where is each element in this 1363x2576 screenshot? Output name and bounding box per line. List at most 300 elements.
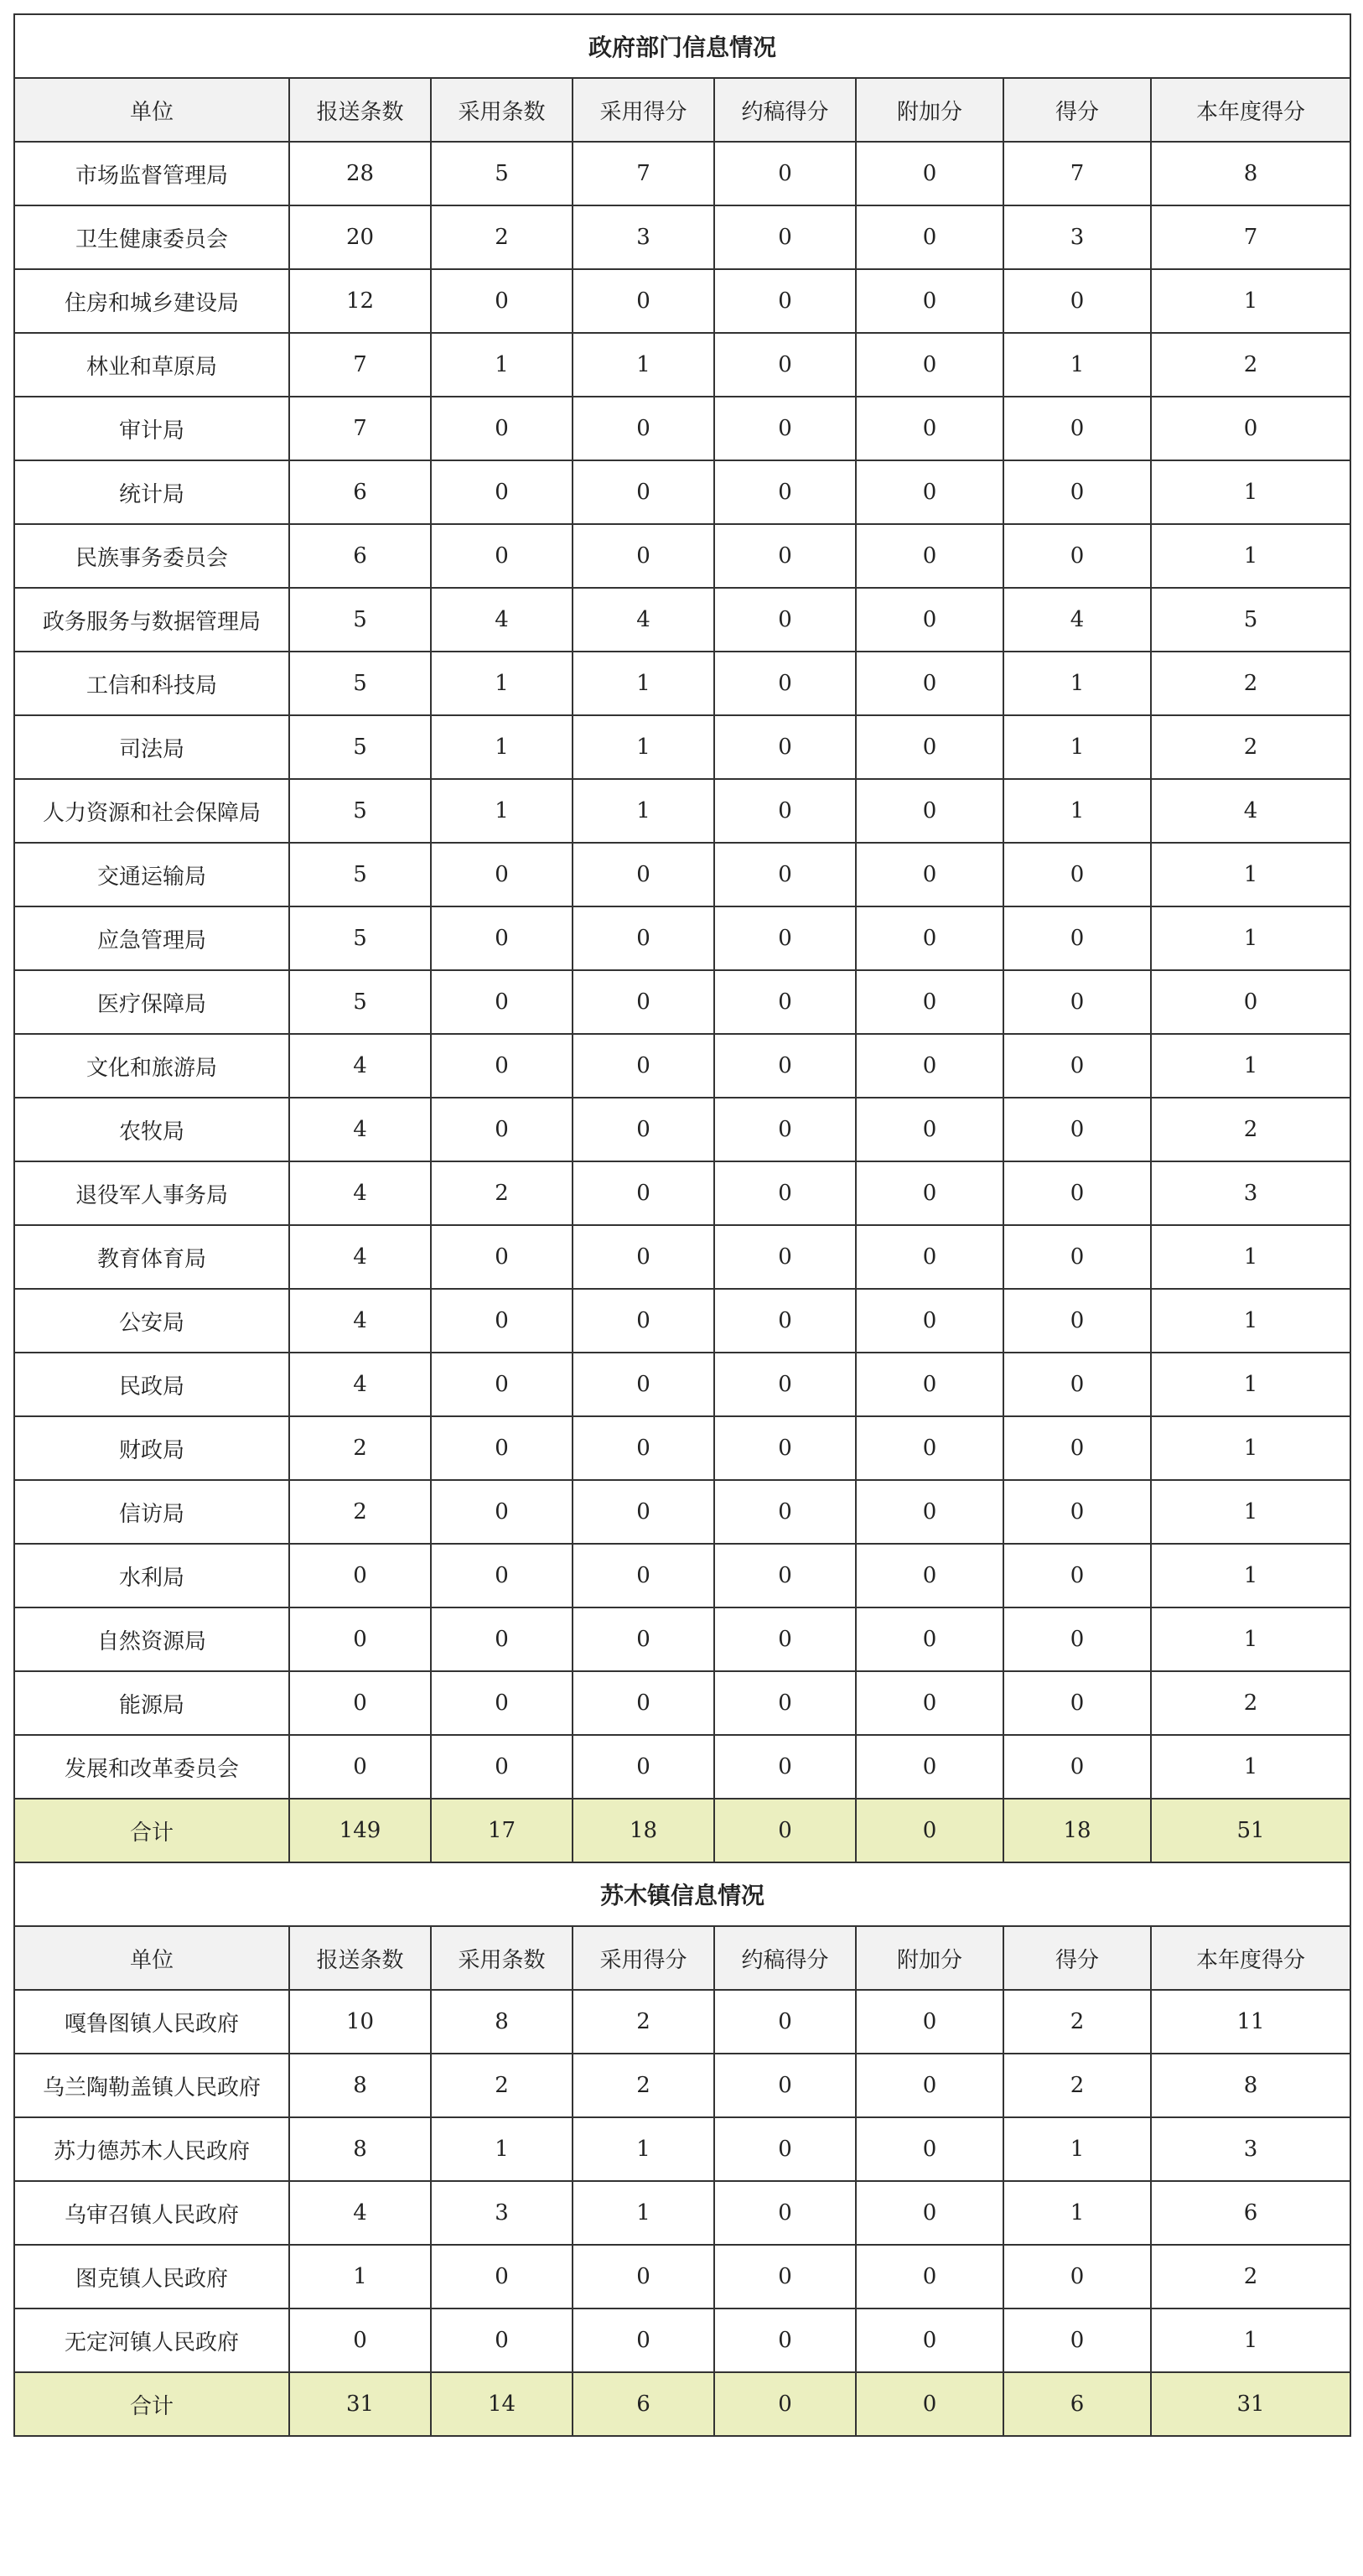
total-value-cell: 0	[856, 2372, 1003, 2436]
value-cell: 0	[289, 1671, 431, 1735]
unit-name-cell: 信访局	[14, 1480, 289, 1544]
unit-name-cell: 能源局	[14, 1671, 289, 1735]
value-cell: 0	[431, 1289, 573, 1353]
unit-name-cell: 林业和草原局	[14, 333, 289, 397]
unit-name-cell: 卫生健康委员会	[14, 205, 289, 269]
value-cell: 0	[573, 1607, 714, 1671]
gov-departments-header-row	[14, 78, 1350, 142]
value-cell: 0	[1003, 1289, 1151, 1353]
value-cell: 0	[431, 1607, 573, 1671]
sumu-towns-section-title: 苏木镇信息情况	[14, 1862, 1350, 1926]
value-cell: 0	[1003, 460, 1151, 524]
table-row	[14, 1034, 1350, 1098]
value-cell: 4	[289, 2181, 431, 2245]
value-cell: 0	[714, 1990, 856, 2054]
value-cell: 0	[856, 715, 1003, 779]
column-header: 得分	[1003, 1926, 1151, 1990]
value-cell: 0	[714, 1161, 856, 1225]
value-cell: 5	[431, 142, 573, 205]
unit-name-cell: 农牧局	[14, 1098, 289, 1161]
value-cell: 1	[1151, 460, 1350, 524]
value-cell: 2	[1003, 2054, 1151, 2117]
table-row	[14, 779, 1350, 843]
table-row	[14, 524, 1350, 588]
value-cell: 0	[1003, 1671, 1151, 1735]
table-row	[14, 588, 1350, 652]
value-cell: 0	[573, 1480, 714, 1544]
value-cell: 11	[1151, 1990, 1350, 2054]
value-cell: 0	[714, 779, 856, 843]
total-value-cell: 18	[573, 1799, 714, 1862]
total-value-cell: 149	[289, 1799, 431, 1862]
value-cell: 0	[431, 970, 573, 1034]
value-cell: 0	[856, 652, 1003, 715]
unit-name-cell: 市场监督管理局	[14, 142, 289, 205]
table-row	[14, 715, 1350, 779]
unit-name-cell: 审计局	[14, 397, 289, 460]
value-cell: 8	[289, 2117, 431, 2181]
value-cell: 2	[1151, 2245, 1350, 2309]
value-cell: 2	[573, 2054, 714, 2117]
table-row	[14, 1671, 1350, 1735]
total-value-cell: 6	[573, 2372, 714, 2436]
sumu-towns-header-row	[14, 1926, 1350, 1990]
total-label-cell: 合计	[14, 2372, 289, 2436]
value-cell: 0	[1151, 397, 1350, 460]
value-cell: 1	[431, 2117, 573, 2181]
value-cell: 2	[573, 1990, 714, 2054]
value-cell: 7	[289, 333, 431, 397]
value-cell: 0	[856, 460, 1003, 524]
value-cell: 3	[1151, 1161, 1350, 1225]
value-cell: 0	[714, 2245, 856, 2309]
value-cell: 0	[856, 2245, 1003, 2309]
value-cell: 1	[1151, 1607, 1350, 1671]
value-cell: 0	[573, 1161, 714, 1225]
value-cell: 1	[431, 652, 573, 715]
value-cell: 0	[289, 1607, 431, 1671]
table-row	[14, 1416, 1350, 1480]
value-cell: 0	[856, 524, 1003, 588]
column-header: 单位	[14, 78, 289, 142]
value-cell: 4	[289, 1353, 431, 1416]
value-cell: 0	[1003, 1416, 1151, 1480]
value-cell: 5	[289, 906, 431, 970]
total-value-cell: 18	[1003, 1799, 1151, 1862]
value-cell: 0	[431, 1034, 573, 1098]
table-row	[14, 1161, 1350, 1225]
value-cell: 0	[573, 2245, 714, 2309]
value-cell: 0	[1003, 1161, 1151, 1225]
value-cell: 0	[714, 906, 856, 970]
gov-departments-section-title: 政府部门信息情况	[14, 14, 1350, 78]
value-cell: 5	[289, 843, 431, 906]
value-cell: 1	[573, 779, 714, 843]
value-cell: 0	[573, 1289, 714, 1353]
value-cell: 0	[856, 1034, 1003, 1098]
value-cell: 0	[714, 1544, 856, 1607]
value-cell: 5	[289, 970, 431, 1034]
table-row	[14, 333, 1350, 397]
value-cell: 0	[714, 715, 856, 779]
value-cell: 0	[856, 588, 1003, 652]
value-cell: 0	[431, 1225, 573, 1289]
value-cell: 12	[289, 269, 431, 333]
value-cell: 0	[856, 2054, 1003, 2117]
table-row	[14, 970, 1350, 1034]
unit-name-cell: 民族事务委员会	[14, 524, 289, 588]
value-cell: 0	[714, 460, 856, 524]
value-cell: 0	[431, 1480, 573, 1544]
total-value-cell: 51	[1151, 1799, 1350, 1862]
unit-name-cell: 发展和改革委员会	[14, 1735, 289, 1799]
unit-name-cell: 苏力德苏木人民政府	[14, 2117, 289, 2181]
unit-name-cell: 自然资源局	[14, 1607, 289, 1671]
value-cell: 0	[1003, 1034, 1151, 1098]
value-cell: 1	[431, 779, 573, 843]
value-cell: 7	[573, 142, 714, 205]
table-row	[14, 1544, 1350, 1607]
value-cell: 0	[573, 460, 714, 524]
unit-name-cell: 政务服务与数据管理局	[14, 588, 289, 652]
table-row	[14, 1607, 1350, 1671]
value-cell: 0	[289, 1544, 431, 1607]
value-cell: 28	[289, 142, 431, 205]
value-cell: 1	[289, 2245, 431, 2309]
value-cell: 0	[1003, 524, 1151, 588]
value-cell: 0	[856, 269, 1003, 333]
value-cell: 0	[1003, 2245, 1151, 2309]
value-cell: 0	[573, 1353, 714, 1416]
value-cell: 2	[289, 1416, 431, 1480]
value-cell: 1	[1151, 1225, 1350, 1289]
value-cell: 5	[289, 779, 431, 843]
score-sheet	[13, 13, 1350, 2437]
value-cell: 4	[289, 1034, 431, 1098]
value-cell: 7	[1003, 142, 1151, 205]
table-row	[14, 1480, 1350, 1544]
total-value-cell: 0	[856, 1799, 1003, 1862]
value-cell: 0	[714, 1416, 856, 1480]
value-cell: 0	[714, 588, 856, 652]
value-cell: 2	[1151, 1098, 1350, 1161]
value-cell: 0	[431, 2309, 573, 2372]
value-cell: 8	[289, 2054, 431, 2117]
value-cell: 20	[289, 205, 431, 269]
table-row	[14, 2117, 1350, 2181]
value-cell: 1	[573, 2117, 714, 2181]
value-cell: 0	[1003, 1544, 1151, 1607]
value-cell: 0	[431, 843, 573, 906]
unit-name-cell: 文化和旅游局	[14, 1034, 289, 1098]
value-cell: 0	[856, 1289, 1003, 1353]
table-row	[14, 906, 1350, 970]
total-value-cell: 6	[1003, 2372, 1151, 2436]
value-cell: 2	[1151, 1671, 1350, 1735]
value-cell: 0	[431, 1353, 573, 1416]
value-cell: 0	[714, 142, 856, 205]
value-cell: 0	[856, 1161, 1003, 1225]
value-cell: 1	[1003, 333, 1151, 397]
value-cell: 6	[1151, 2181, 1350, 2245]
value-cell: 3	[1151, 2117, 1350, 2181]
value-cell: 1	[1151, 906, 1350, 970]
value-cell: 0	[573, 1544, 714, 1607]
total-value-cell: 31	[289, 2372, 431, 2436]
value-cell: 0	[573, 970, 714, 1034]
table-row	[14, 269, 1350, 333]
table-row	[14, 2181, 1350, 2245]
value-cell: 0	[1003, 1480, 1151, 1544]
value-cell: 0	[714, 333, 856, 397]
table-row	[14, 2054, 1350, 2117]
value-cell: 0	[714, 652, 856, 715]
value-cell: 0	[1003, 970, 1151, 1034]
value-cell: 0	[1003, 1098, 1151, 1161]
value-cell: 0	[573, 1225, 714, 1289]
value-cell: 0	[856, 970, 1003, 1034]
column-header: 约稿得分	[714, 1926, 856, 1990]
value-cell: 0	[714, 524, 856, 588]
value-cell: 7	[289, 397, 431, 460]
unit-name-cell: 公安局	[14, 1289, 289, 1353]
unit-name-cell: 住房和城乡建设局	[14, 269, 289, 333]
column-header: 得分	[1003, 78, 1151, 142]
value-cell: 8	[431, 1990, 573, 2054]
table-row	[14, 205, 1350, 269]
total-value-cell: 31	[1151, 2372, 1350, 2436]
table-row	[14, 652, 1350, 715]
value-cell: 0	[856, 1225, 1003, 1289]
value-cell: 0	[1003, 843, 1151, 906]
value-cell: 0	[714, 2117, 856, 2181]
value-cell: 4	[289, 1098, 431, 1161]
value-cell: 1	[1003, 2117, 1151, 2181]
value-cell: 0	[856, 333, 1003, 397]
value-cell: 0	[714, 1098, 856, 1161]
value-cell: 0	[573, 1034, 714, 1098]
value-cell: 2	[1003, 1990, 1151, 2054]
value-cell: 6	[289, 524, 431, 588]
value-cell: 3	[573, 205, 714, 269]
value-cell: 7	[1151, 205, 1350, 269]
value-cell: 0	[431, 906, 573, 970]
unit-name-cell: 财政局	[14, 1416, 289, 1480]
unit-name-cell: 司法局	[14, 715, 289, 779]
value-cell: 2	[1151, 333, 1350, 397]
value-cell: 0	[714, 1671, 856, 1735]
value-cell: 0	[431, 1544, 573, 1607]
value-cell: 0	[573, 269, 714, 333]
value-cell: 6	[289, 460, 431, 524]
value-cell: 0	[856, 1480, 1003, 1544]
total-value-cell: 14	[431, 2372, 573, 2436]
column-header: 本年度得分	[1151, 1926, 1350, 1990]
column-header: 附加分	[856, 1926, 1003, 1990]
value-cell: 0	[714, 205, 856, 269]
value-cell: 0	[573, 1735, 714, 1799]
unit-name-cell: 民政局	[14, 1353, 289, 1416]
value-cell: 0	[289, 1735, 431, 1799]
value-cell: 0	[856, 1671, 1003, 1735]
value-cell: 0	[431, 1671, 573, 1735]
value-cell: 0	[714, 269, 856, 333]
value-cell: 1	[1151, 1544, 1350, 1607]
value-cell: 0	[431, 460, 573, 524]
value-cell: 0	[714, 1735, 856, 1799]
value-cell: 4	[1003, 588, 1151, 652]
value-cell: 0	[856, 779, 1003, 843]
sumu-towns-total-row	[14, 2372, 1350, 2436]
total-value-cell: 0	[714, 2372, 856, 2436]
value-cell: 0	[1003, 397, 1151, 460]
value-cell: 0	[573, 1416, 714, 1480]
value-cell: 0	[1151, 970, 1350, 1034]
value-cell: 4	[289, 1161, 431, 1225]
table-row	[14, 1098, 1350, 1161]
value-cell: 1	[573, 715, 714, 779]
value-cell: 4	[431, 588, 573, 652]
value-cell: 5	[289, 652, 431, 715]
score-table	[13, 13, 1351, 2437]
column-header: 本年度得分	[1151, 78, 1350, 142]
value-cell: 1	[573, 652, 714, 715]
value-cell: 1	[573, 333, 714, 397]
column-header: 约稿得分	[714, 78, 856, 142]
value-cell: 2	[431, 2054, 573, 2117]
value-cell: 0	[856, 1990, 1003, 2054]
value-cell: 0	[1003, 1225, 1151, 1289]
value-cell: 0	[573, 524, 714, 588]
value-cell: 0	[573, 1098, 714, 1161]
value-cell: 0	[1003, 269, 1151, 333]
column-header: 采用得分	[573, 78, 714, 142]
value-cell: 0	[856, 843, 1003, 906]
total-label-cell: 合计	[14, 1799, 289, 1862]
value-cell: 5	[289, 715, 431, 779]
value-cell: 0	[856, 2117, 1003, 2181]
value-cell: 1	[1151, 1480, 1350, 1544]
table-row	[14, 397, 1350, 460]
value-cell: 0	[714, 2054, 856, 2117]
unit-name-cell: 统计局	[14, 460, 289, 524]
value-cell: 4	[289, 1225, 431, 1289]
table-row	[14, 1990, 1350, 2054]
value-cell: 3	[1003, 205, 1151, 269]
value-cell: 0	[573, 843, 714, 906]
unit-name-cell: 人力资源和社会保障局	[14, 779, 289, 843]
value-cell: 1	[1151, 1416, 1350, 1480]
table-row	[14, 1289, 1350, 1353]
value-cell: 0	[1003, 1735, 1151, 1799]
value-cell: 0	[431, 397, 573, 460]
value-cell: 0	[431, 1416, 573, 1480]
value-cell: 0	[714, 843, 856, 906]
value-cell: 1	[431, 333, 573, 397]
unit-name-cell: 交通运输局	[14, 843, 289, 906]
table-row	[14, 2245, 1350, 2309]
value-cell: 0	[431, 1735, 573, 1799]
value-cell: 0	[714, 1607, 856, 1671]
value-cell: 0	[573, 2309, 714, 2372]
table-row	[14, 142, 1350, 205]
value-cell: 0	[431, 524, 573, 588]
table-row	[14, 843, 1350, 906]
value-cell: 5	[1151, 588, 1350, 652]
value-cell: 0	[1003, 2309, 1151, 2372]
table-row	[14, 1225, 1350, 1289]
value-cell: 0	[714, 2309, 856, 2372]
value-cell: 0	[573, 397, 714, 460]
value-cell: 4	[289, 1289, 431, 1353]
value-cell: 2	[431, 205, 573, 269]
value-cell: 0	[856, 1735, 1003, 1799]
unit-name-cell: 工信和科技局	[14, 652, 289, 715]
column-header: 单位	[14, 1926, 289, 1990]
unit-name-cell: 水利局	[14, 1544, 289, 1607]
value-cell: 0	[714, 1289, 856, 1353]
column-header: 采用得分	[573, 1926, 714, 1990]
value-cell: 0	[431, 2245, 573, 2309]
value-cell: 0	[714, 397, 856, 460]
value-cell: 0	[856, 205, 1003, 269]
value-cell: 0	[856, 1544, 1003, 1607]
value-cell: 1	[1003, 779, 1151, 843]
sumu-towns-title-row	[14, 1862, 1350, 1926]
value-cell: 0	[573, 906, 714, 970]
value-cell: 0	[856, 142, 1003, 205]
value-cell: 1	[1151, 2309, 1350, 2372]
value-cell: 1	[431, 715, 573, 779]
value-cell: 1	[1151, 843, 1350, 906]
unit-name-cell: 嘎鲁图镇人民政府	[14, 1990, 289, 2054]
value-cell: 1	[1151, 1034, 1350, 1098]
value-cell: 0	[856, 906, 1003, 970]
gov-departments-total-row	[14, 1799, 1350, 1862]
value-cell: 1	[1151, 1735, 1350, 1799]
value-cell: 4	[573, 588, 714, 652]
value-cell: 2	[289, 1480, 431, 1544]
value-cell: 0	[856, 2309, 1003, 2372]
table-row	[14, 2309, 1350, 2372]
value-cell: 4	[1151, 779, 1350, 843]
unit-name-cell: 无定河镇人民政府	[14, 2309, 289, 2372]
value-cell: 0	[856, 397, 1003, 460]
value-cell: 0	[1003, 1607, 1151, 1671]
gov-departments-title-row	[14, 14, 1350, 78]
unit-name-cell: 医疗保障局	[14, 970, 289, 1034]
value-cell: 3	[431, 2181, 573, 2245]
value-cell: 0	[1003, 906, 1151, 970]
unit-name-cell: 应急管理局	[14, 906, 289, 970]
column-header: 报送条数	[289, 78, 431, 142]
value-cell: 0	[714, 1225, 856, 1289]
column-header: 采用条数	[431, 1926, 573, 1990]
value-cell: 5	[289, 588, 431, 652]
table-row	[14, 460, 1350, 524]
value-cell: 2	[431, 1161, 573, 1225]
value-cell: 0	[1003, 1353, 1151, 1416]
value-cell: 0	[856, 1098, 1003, 1161]
table-row	[14, 1353, 1350, 1416]
unit-name-cell: 教育体育局	[14, 1225, 289, 1289]
value-cell: 0	[856, 1353, 1003, 1416]
value-cell: 0	[856, 1607, 1003, 1671]
value-cell: 1	[1151, 269, 1350, 333]
value-cell: 0	[573, 1671, 714, 1735]
value-cell: 8	[1151, 142, 1350, 205]
value-cell: 2	[1151, 715, 1350, 779]
